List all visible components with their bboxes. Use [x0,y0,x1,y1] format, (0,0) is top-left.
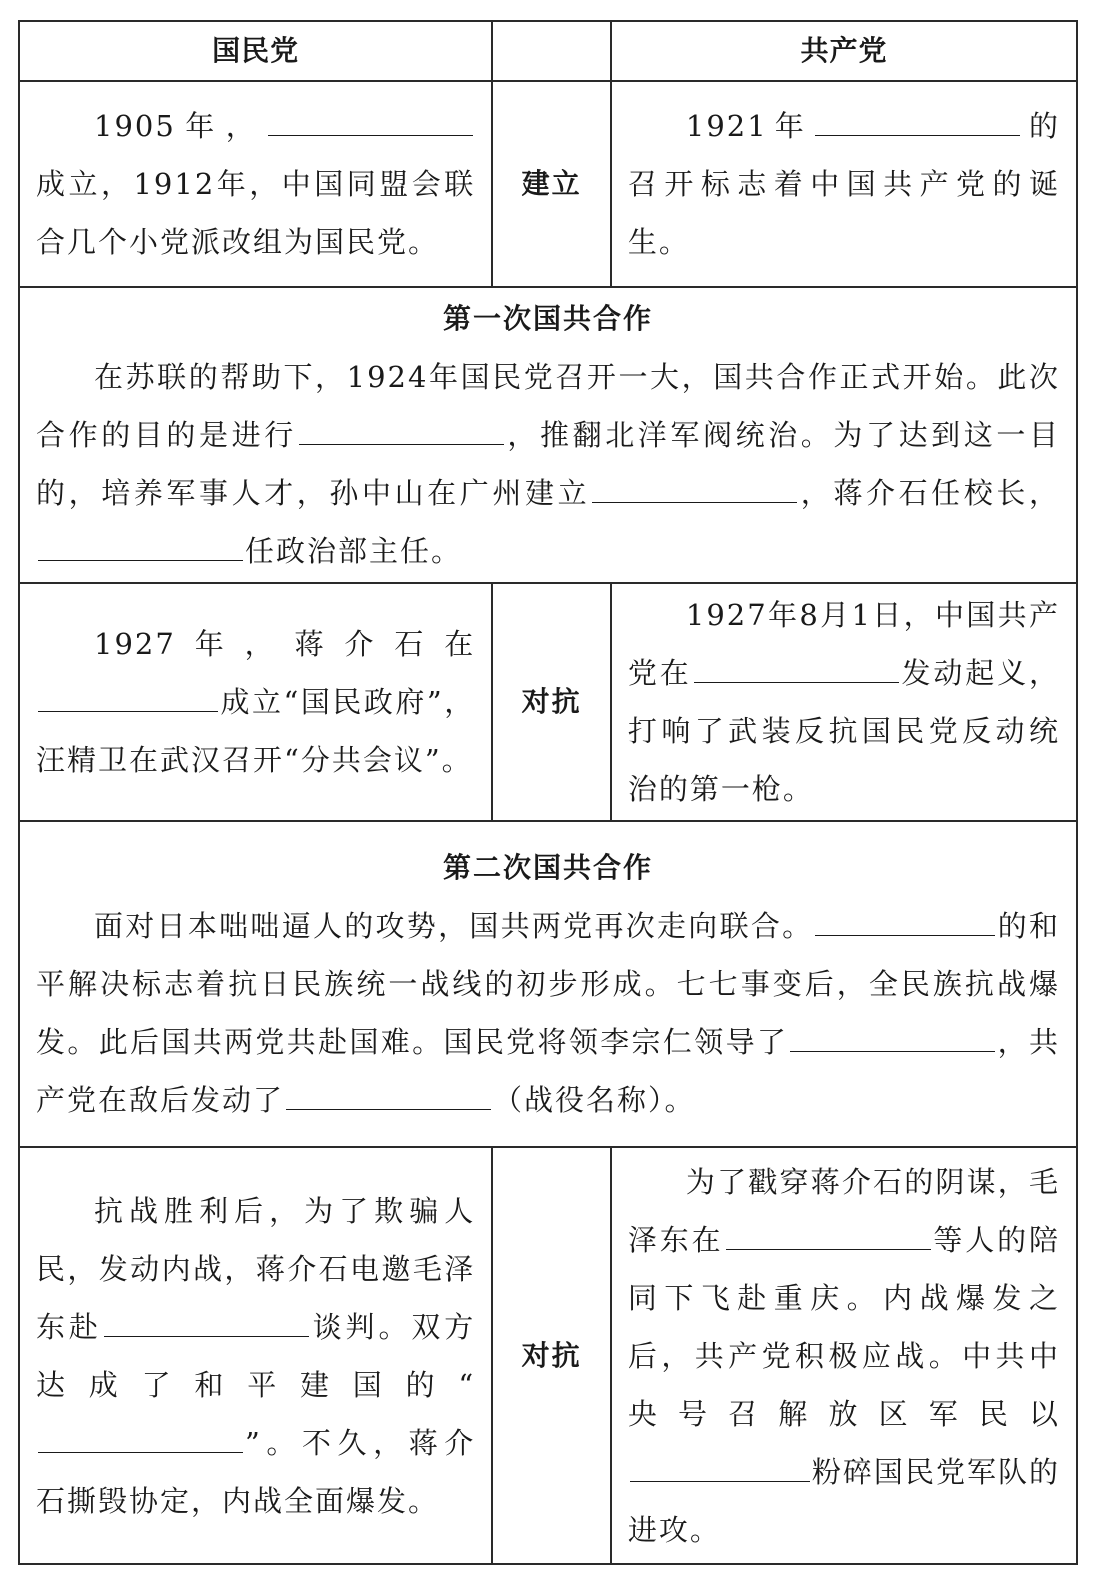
founding-kmt-text [36,97,475,271]
blank-founding-kmt[interactable] [268,107,473,136]
blank-conflict2-kmt-2[interactable] [38,1424,243,1453]
conflict1-row [19,583,1077,821]
blank-second-coop-2[interactable] [790,1023,995,1052]
header-kmt: 国民党 [19,21,492,81]
blank-conflict1-ccp[interactable] [694,654,899,683]
first-coop-t1: 在苏联的帮助下，1924年国民党召开一大，国共合作正式开始。此次合作的目的是进行 [36,360,1060,452]
conflict1-kmt-t2: 成立“国民政府”，汪精卫在武汉召开“分共会议”。 [36,685,476,777]
conflict2-ccp-t1: 为了戳穿蒋介石的阴谋，毛泽东在 [627,1164,1060,1257]
conflict1-kmt-text [36,615,475,789]
conflict2-ccp-t3: 粉碎国民党军队的进攻。 [627,1454,1060,1547]
conflict2-kmt-cell [19,1147,492,1564]
founding-ccp-t2: 的召开标志着中国共产党的诞生。 [627,109,1060,259]
second-coop-t3: ，共产党在敌后发动了 [36,1025,1060,1117]
blank-conflict2-ccp-1[interactable] [726,1221,931,1250]
conflict2-label: 对抗 [492,1147,611,1564]
first-coop-t3: ，蒋介石任校长， [799,476,1060,510]
blank-conflict2-ccp-2[interactable] [630,1453,810,1482]
second-coop-title: 第二次国共合作 [442,851,653,884]
first-coop-row [19,287,1077,583]
second-coop-cell [19,821,1077,1147]
blank-second-coop-3[interactable] [286,1081,491,1110]
conflict2-kmt-t2: 谈判。双方达成了和平建国的“ [36,1309,476,1402]
blank-first-coop-1[interactable] [299,416,504,445]
second-coop-text [36,897,1060,1129]
blank-first-coop-3[interactable] [38,532,243,561]
founding-ccp-cell [611,81,1077,287]
first-coop-title: 第一次国共合作 [442,302,653,335]
conflict1-label: 对抗 [492,583,611,821]
first-coop-t4: 任政治部主任。 [245,534,463,568]
conflict2-ccp-cell [611,1147,1077,1564]
second-coop-row [19,821,1077,1147]
founding-ccp-t1: 1921年 [685,109,813,143]
blank-founding-ccp[interactable] [815,107,1020,136]
founding-label: 建立 [492,81,611,287]
conflict2-kmt-text [36,1182,475,1530]
second-coop-t4: （战役名称）。 [493,1083,696,1117]
first-coop-t2: ，推翻北洋军阀统治。为了达到这一目的，培养军事人才，孙中山在广州建立 [36,418,1060,510]
second-coop-t2: 的和平解决标志着抗日民族统一战线的初步形成。七七事变后，全民族抗战爆发。此后国共两党共赴国难。国民党将领李宗仁领导了 [36,909,1060,1059]
conflict2-ccp-text [628,1153,1060,1559]
first-coop-cell [19,287,1077,583]
second-coop-t1: 面对日本咄咄逼人的攻势，国共两党再次走向联合。 [94,909,814,943]
conflict1-ccp-text [628,586,1060,818]
blank-second-coop-1[interactable] [815,907,995,936]
conflict1-ccp-t1: 1927年8月1日，中国共产党在 [627,598,1060,690]
header-row [19,21,1077,81]
header-ccp: 共产党 [611,21,1077,81]
conflict1-ccp-t2: 发动起义，打响了武装反抗国民党反动统治的第一枪。 [627,656,1060,806]
conflict2-kmt-t3: ”。不久，蒋介石撕毁协定，内战全面爆发。 [36,1425,476,1518]
founding-row [19,81,1077,287]
conflict1-kmt-cell [19,583,492,821]
conflict1-kmt-t1: 1927年，蒋介石在 [94,627,476,661]
blank-conflict1-kmt[interactable] [38,683,218,712]
founding-kmt-cell [19,81,492,287]
conflict2-row [19,1147,1077,1564]
first-coop-text [36,348,1060,580]
blank-first-coop-2[interactable] [592,474,797,503]
blank-conflict2-kmt-1[interactable] [104,1308,309,1337]
header-blank [492,21,611,81]
conflict1-ccp-cell [611,583,1077,821]
history-comparison-table [18,20,1078,1565]
founding-kmt-t2: 成立，1912年，中国同盟会联合几个小党派改组为国民党。 [36,167,476,259]
founding-kmt-t1: 1905年， [94,109,267,143]
conflict2-kmt-t1: 抗战胜利后，为了欺骗人民，发动内战，蒋介石电邀毛泽东赴 [36,1193,476,1344]
conflict2-ccp-t2: 等人的陪同下飞赴重庆。内战爆发之后，共产党积极应战。中共中央号召解放区军民以 [627,1222,1060,1431]
founding-ccp-text [628,97,1060,271]
